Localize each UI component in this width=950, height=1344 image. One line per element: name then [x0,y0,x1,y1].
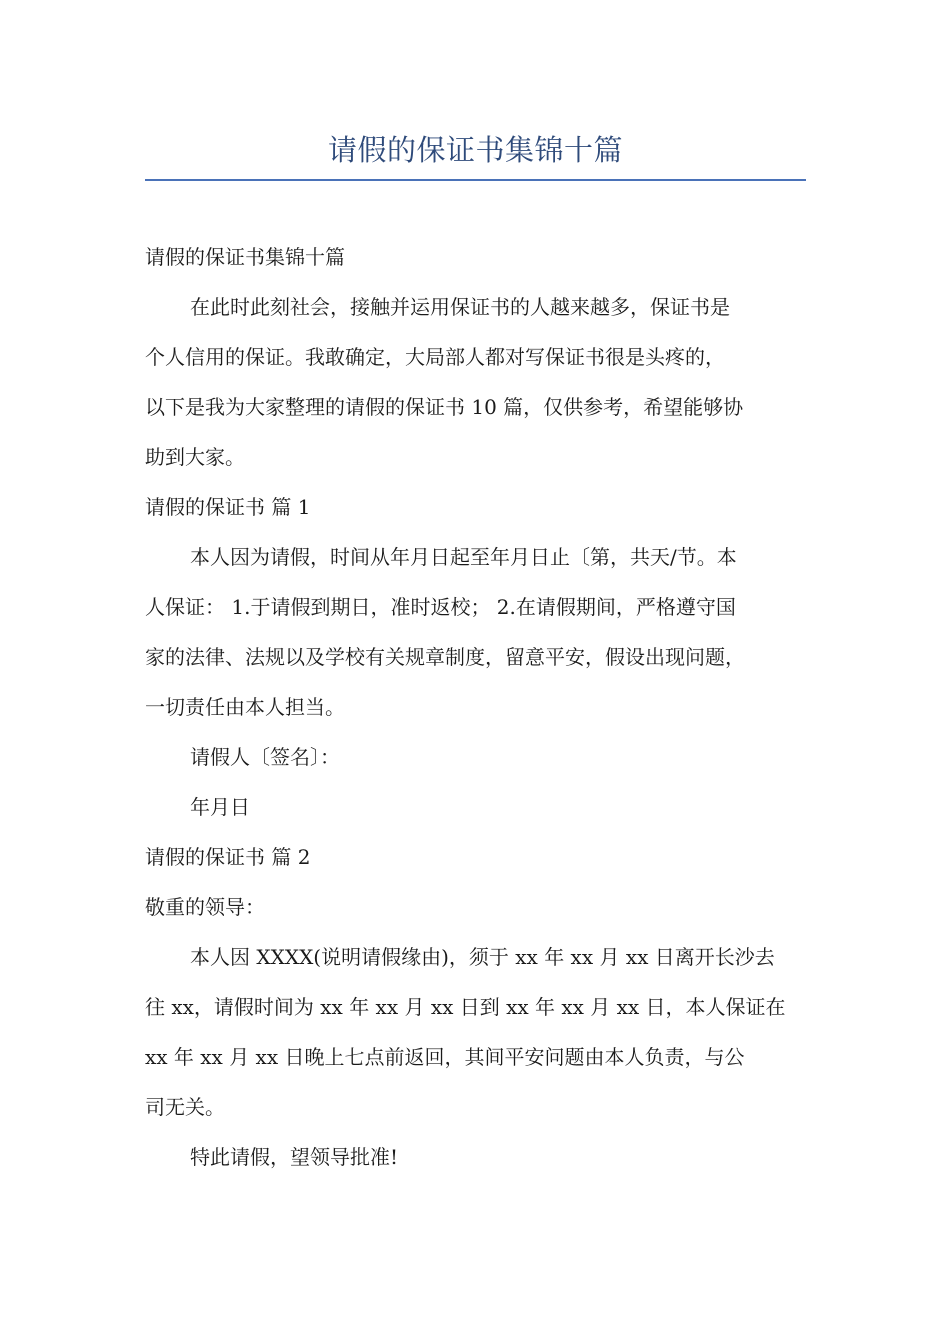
body-line: xx 年 xx 月 xx 日晚上七点前返回，其间平安问题由本人负责，与公 [145,1045,745,1069]
body-line: 本人因为请假，时间从年月日起至年月日止〔第，共天/节。本 [190,545,737,569]
intro-line: 个人信用的保证。我敢确定，大局部人都对写保证书很是头疼的， [145,345,725,369]
intro-line: 以下是我为大家整理的请假的保证书 10 篇，仅供参考，希望能够协 [145,395,744,419]
intro-line: 助到大家。 [145,445,245,469]
closing-line: 特此请假，望领导批准! [190,1145,399,1169]
body-line: 本人因 XXXX(说明请假缘由)，须于 xx 年 xx 月 xx 日离开长沙去 [190,945,775,969]
intro-line: 在此时此刻社会，接触并运用保证书的人越来越多，保证书是 [190,295,730,319]
section-heading: 请假的保证书 篇 1 [145,495,311,519]
body-line: 人保证： 1.于请假到期日，准时返校； 2.在请假期间，严格遵守国 [145,595,736,619]
date-line: 年月日 [190,795,250,819]
heading-line: 请假的保证书集锦十篇 [145,245,345,269]
document-body [145,232,810,1182]
salutation-line: 敬重的领导： [145,895,265,919]
document-title: 请假的保证书集锦十篇 [327,133,623,167]
section-heading: 请假的保证书 篇 2 [145,845,311,869]
signature-line: 请假人〔签名〕： [190,745,340,769]
body-line: 司无关。 [145,1095,225,1119]
body-line: 往 xx，请假时间为 xx 年 xx 月 xx 日到 xx 年 xx 月 xx 日，本人保证在 [145,995,786,1019]
title-underline [145,179,806,181]
body-line: 家的法律、法规以及学校有关规章制度，留意平安，假设出现问题， [145,645,745,669]
body-line: 一切责任由本人担当。 [145,695,345,719]
